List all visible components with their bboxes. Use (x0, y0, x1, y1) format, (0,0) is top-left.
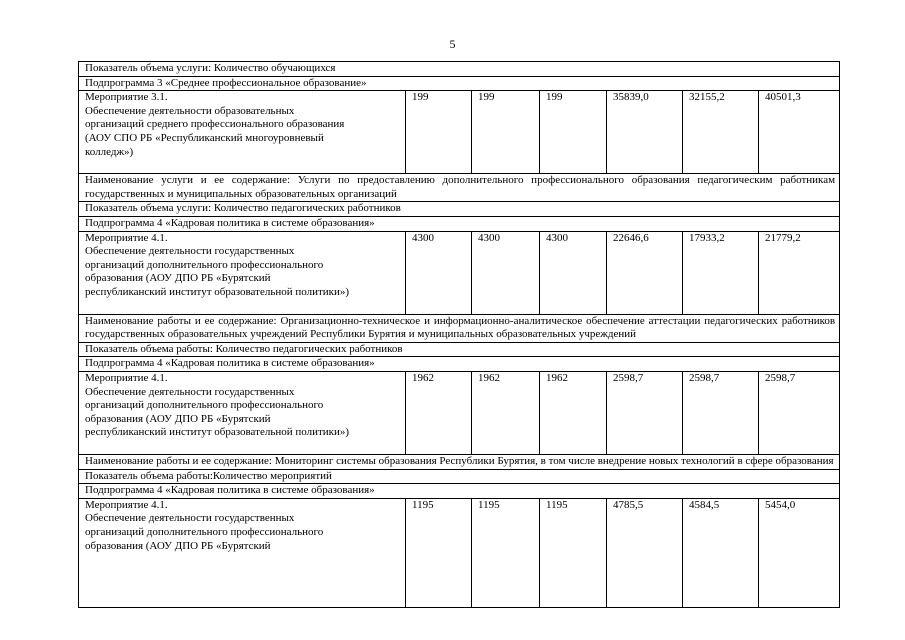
value-cell: 199 (472, 91, 540, 174)
section-header-row (79, 62, 840, 77)
section-header-cell: Показатель объема услуги: Количество педагогических работников (79, 202, 840, 217)
section-header-row (79, 484, 840, 499)
value-cell: 35839,0 (607, 91, 683, 174)
event-description-cell (79, 371, 406, 454)
event-description-line: организаций дополнительного профессионального (85, 399, 324, 412)
event-description-line: образования (АОУ ДПО РБ «Бурятский (85, 539, 271, 552)
event-description-line: Обеспечение деятельности государственных (85, 512, 295, 525)
content-description-row (79, 454, 840, 469)
value-cell: 1195 (472, 498, 540, 607)
event-description-cell (79, 498, 406, 607)
section-header-cell: Подпрограмма 4 «Кадровая политика в системе образования» (79, 484, 840, 499)
section-header-cell: Подпрограмма 3 «Среднее профессиональное образование» (79, 76, 840, 91)
event-description-line: Обеспечение деятельности государственных (85, 385, 295, 398)
section-header-row (79, 76, 840, 91)
event-description-line: организаций дополнительного профессионального (85, 525, 324, 538)
value-cell: 1195 (540, 498, 607, 607)
section-header-row (79, 202, 840, 217)
program-table (78, 61, 840, 608)
section-header-row (79, 216, 840, 231)
value-cell: 21779,2 (759, 231, 840, 314)
value-cell: 1962 (472, 371, 540, 454)
section-header-cell: Подпрограмма 4 «Кадровая политика в системе образования» (79, 357, 840, 372)
event-description-cell (79, 231, 406, 314)
page-number: 5 (449, 37, 456, 51)
value-cell: 2598,7 (607, 371, 683, 454)
section-header-cell: Показатель объема услуги: Количество обучающихся (79, 62, 840, 77)
event-description-line: республиканский институт образовательной политики») (85, 285, 350, 298)
event-row (79, 371, 840, 454)
event-description-line: республиканский институт образовательной политики») (85, 426, 350, 439)
content-description-cell: Наименование услуги и ее содержание: Услуги по предоставлению дополнительного профессионального образования педагогическим работникам государственных и муниципальных образовательных организаций (79, 174, 840, 202)
event-description-line: Мероприятие 4.1. (85, 371, 168, 384)
value-cell: 1962 (540, 371, 607, 454)
section-header-row (79, 469, 840, 484)
event-description-line: колледж») (85, 145, 134, 158)
event-description-line: Мероприятие 4.1. (85, 231, 168, 244)
value-cell: 4584,5 (683, 498, 759, 607)
value-cell: 17933,2 (683, 231, 759, 314)
section-header-row (79, 357, 840, 372)
section-header-cell: Показатель объема работы: Количество педагогических работников (79, 342, 840, 357)
value-cell: 4300 (472, 231, 540, 314)
content-description-row (79, 314, 840, 342)
value-cell: 22646,6 (607, 231, 683, 314)
event-row (79, 231, 840, 314)
event-description-line: организаций дополнительного профессионального (85, 258, 324, 271)
event-description-line: организаций среднего профессионального образования (85, 118, 345, 131)
event-description-line: Обеспечение деятельности государственных (85, 245, 295, 258)
value-cell: 1195 (406, 498, 472, 607)
event-description-cell (79, 91, 406, 174)
value-cell: 4785,5 (607, 498, 683, 607)
value-cell: 4300 (406, 231, 472, 314)
value-cell: 199 (540, 91, 607, 174)
value-cell: 4300 (540, 231, 607, 314)
content-description-row (79, 174, 840, 202)
event-row (79, 498, 840, 607)
event-description-line: Обеспечение деятельности образовательных (85, 104, 295, 117)
event-description-line: образования (АОУ ДПО РБ «Бурятский (85, 272, 271, 285)
value-cell: 32155,2 (683, 91, 759, 174)
value-cell: 199 (406, 91, 472, 174)
section-header-cell: Показатель объема работы:Количество мероприятий (79, 469, 840, 484)
value-cell: 2598,7 (683, 371, 759, 454)
event-description-line: Мероприятие 3.1. (85, 91, 168, 104)
section-header-cell: Подпрограмма 4 «Кадровая политика в системе образования» (79, 216, 840, 231)
value-cell: 2598,7 (759, 371, 840, 454)
event-description-line: (АОУ СПО РБ «Республиканский многоуровневый (85, 131, 324, 144)
content-description-cell: Наименование работы и ее содержание: Организационно-техническое и информационно-аналитическое обеспечение аттестации педагогических работников государственных образовательных учреждений Республики Бурятия и муниципальных образовательных учреждений (79, 314, 840, 342)
value-cell: 40501,3 (759, 91, 840, 174)
event-description-line: образования (АОУ ДПО РБ «Бурятский (85, 412, 271, 425)
section-header-row (79, 342, 840, 357)
event-description-line: Мероприятие 4.1. (85, 498, 168, 511)
content-description-cell: Наименование работы и ее содержание: Мониторинг системы образования Республики Бурятия, в том числе внедрение новых технологий в сфере образования (79, 454, 840, 469)
value-cell: 5454,0 (759, 498, 840, 607)
event-row (79, 91, 840, 174)
value-cell: 1962 (406, 371, 472, 454)
